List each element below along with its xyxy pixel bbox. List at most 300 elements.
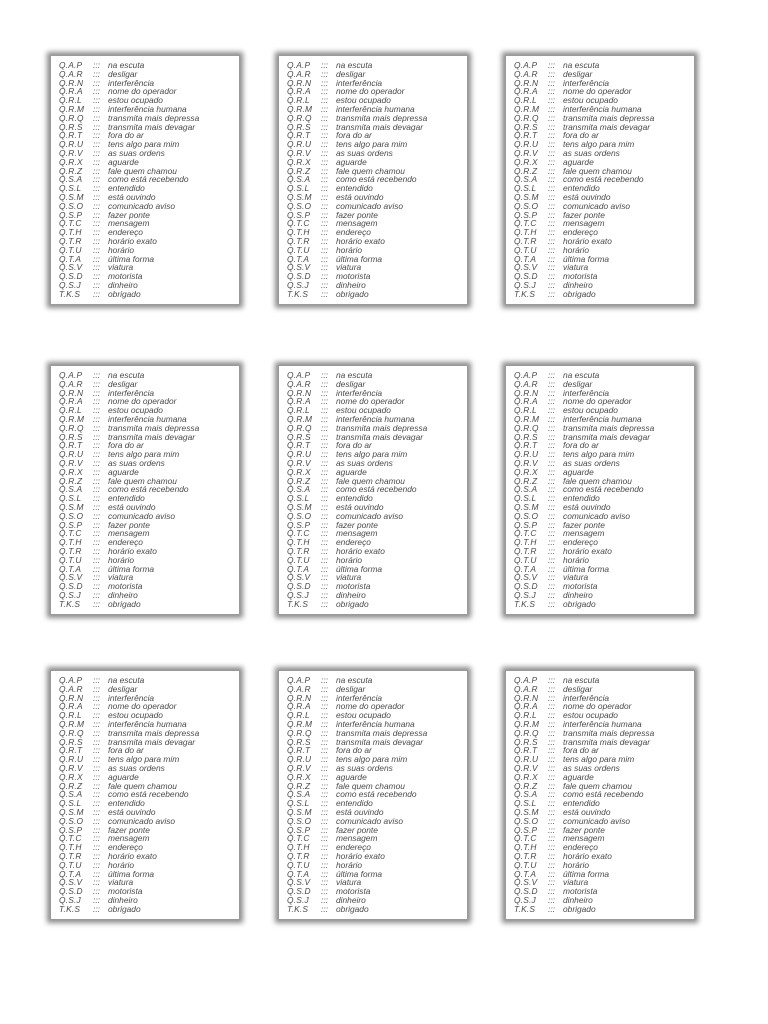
code-row <box>287 272 467 281</box>
code-meaning: transmita mais devagar <box>563 121 651 132</box>
code-separator: ::: <box>548 727 555 738</box>
code-meaning: interferência humana <box>336 103 415 114</box>
code-label: Q.R.A <box>514 396 538 407</box>
code-meaning: horário exato <box>108 850 157 861</box>
code-meaning: desligar <box>563 683 593 694</box>
code-row <box>59 738 239 747</box>
code-meaning: desligar <box>563 378 593 389</box>
code-separator: ::: <box>548 771 555 782</box>
code-card <box>50 55 240 305</box>
code-separator: ::: <box>93 422 100 433</box>
code-label: Q.R.U <box>514 754 539 765</box>
code-row <box>287 237 467 246</box>
code-label: Q.T.H <box>514 842 537 853</box>
code-meaning: nome do operador <box>108 86 177 97</box>
code-separator: ::: <box>548 103 555 114</box>
code-separator: ::: <box>93 789 100 800</box>
code-separator: ::: <box>93 754 100 765</box>
code-separator: ::: <box>548 466 555 477</box>
code-separator: ::: <box>321 103 328 114</box>
code-separator: ::: <box>321 165 328 176</box>
code-separator: ::: <box>548 191 555 202</box>
code-row <box>59 826 239 835</box>
code-meaning: mensagem <box>563 218 605 229</box>
code-separator: ::: <box>321 387 328 398</box>
code-row <box>59 547 239 556</box>
code-row <box>287 573 467 582</box>
code-row <box>287 433 467 442</box>
code-row <box>59 870 239 879</box>
code-meaning: mensagem <box>108 528 150 539</box>
code-label: Q.T.R <box>59 850 82 861</box>
code-label: Q.S.D <box>514 886 538 897</box>
code-separator: ::: <box>93 431 100 442</box>
code-row <box>59 852 239 861</box>
code-meaning: comunicado aviso <box>108 815 176 826</box>
code-row <box>287 61 467 70</box>
code-label: Q.A.R <box>287 68 311 79</box>
code-separator: ::: <box>548 253 555 264</box>
code-meaning: desligar <box>336 68 366 79</box>
code-row <box>514 790 694 799</box>
code-label: Q.S.D <box>287 271 311 282</box>
code-separator: ::: <box>93 130 100 141</box>
code-meaning: fazer ponte <box>336 519 378 530</box>
code-meaning: aguarde <box>336 466 367 477</box>
code-row <box>287 485 467 494</box>
code-row <box>514 61 694 70</box>
code-label: T.K.S <box>59 598 81 609</box>
code-separator: ::: <box>93 60 100 70</box>
code-row <box>59 790 239 799</box>
code-label: Q.R.S <box>287 121 311 132</box>
code-label: Q.T.A <box>514 868 537 879</box>
code-row <box>59 219 239 228</box>
code-meaning: está ouvindo <box>336 501 384 512</box>
code-meaning: fazer ponte <box>108 209 150 220</box>
code-label: Q.A.R <box>59 683 83 694</box>
code-label: Q.R.N <box>287 692 312 703</box>
code-row <box>59 371 239 380</box>
code-label: Q.A.R <box>59 378 83 389</box>
code-separator: ::: <box>93 833 100 844</box>
code-label: Q.S.O <box>59 815 84 826</box>
code-meaning: mensagem <box>108 833 150 844</box>
code-card <box>278 55 468 305</box>
code-separator: ::: <box>548 244 555 255</box>
code-meaning: desligar <box>108 68 138 79</box>
code-separator: ::: <box>93 859 100 870</box>
code-separator: ::: <box>548 139 555 150</box>
code-label: Q.A.P <box>514 60 538 70</box>
code-meaning: aguarde <box>108 156 139 167</box>
code-label: Q.T.R <box>287 235 310 246</box>
code-meaning: está ouvindo <box>563 806 611 817</box>
code-label: Q.S.A <box>59 174 83 185</box>
code-label: Q.S.O <box>514 815 539 826</box>
code-label: Q.S.L <box>59 798 82 809</box>
code-meaning: interferência <box>336 692 383 703</box>
code-separator: ::: <box>321 754 328 765</box>
code-label: T.K.S <box>514 288 536 299</box>
code-separator: ::: <box>548 581 555 592</box>
code-row <box>514 676 694 685</box>
code-label: Q.T.R <box>514 235 537 246</box>
code-meaning: interferência humana <box>563 103 642 114</box>
code-separator: ::: <box>321 288 328 299</box>
code-label: Q.S.O <box>287 510 312 521</box>
code-separator: ::: <box>321 563 328 574</box>
code-meaning: dinheiro <box>563 589 593 600</box>
code-separator: ::: <box>93 370 100 380</box>
code-label: Q.R.Q <box>59 422 84 433</box>
code-meaning: como está recebendo <box>563 174 644 185</box>
code-separator: ::: <box>321 130 328 141</box>
code-meaning: fale quem chamou <box>563 165 632 176</box>
code-meaning: as suas ordens <box>336 147 393 158</box>
code-label: Q.S.A <box>514 174 538 185</box>
code-separator: ::: <box>548 121 555 132</box>
code-meaning: estou ocupado <box>336 405 391 416</box>
code-meaning: transmita mais depressa <box>336 422 428 433</box>
code-separator: ::: <box>93 727 100 738</box>
code-meaning: motorista <box>108 581 143 592</box>
code-label: Q.R.V <box>514 147 538 158</box>
code-meaning: entendido <box>108 183 145 194</box>
code-meaning: última forma <box>108 868 155 879</box>
code-label: Q.R.U <box>287 754 312 765</box>
code-row <box>514 565 694 574</box>
code-separator: ::: <box>321 457 328 468</box>
code-meaning: endereço <box>336 537 371 548</box>
code-meaning: aguarde <box>336 156 367 167</box>
code-label: Q.R.T <box>514 745 538 756</box>
code-meaning: fale quem chamou <box>336 780 405 791</box>
code-separator: ::: <box>321 727 328 738</box>
code-row <box>287 149 467 158</box>
code-separator: ::: <box>93 780 100 791</box>
code-meaning: interferência <box>336 77 383 88</box>
code-separator: ::: <box>93 771 100 782</box>
code-separator: ::: <box>93 598 100 609</box>
code-meaning: tens algo para mim <box>108 449 180 460</box>
code-meaning: viatura <box>108 262 134 273</box>
code-meaning: viatura <box>336 877 362 888</box>
code-row <box>287 738 467 747</box>
code-meaning: obrigado <box>336 288 369 299</box>
code-label: Q.R.L <box>514 405 537 416</box>
code-meaning: nome do operador <box>108 701 177 712</box>
code-label: Q.R.S <box>514 431 538 442</box>
code-meaning: interferência <box>108 692 155 703</box>
code-meaning: dinheiro <box>108 589 138 600</box>
code-meaning: horário <box>108 859 135 870</box>
code-meaning: transmita mais devagar <box>108 431 196 442</box>
code-separator: ::: <box>321 886 328 897</box>
code-meaning: viatura <box>336 262 362 273</box>
code-meaning: fale quem chamou <box>563 780 632 791</box>
code-separator: ::: <box>93 139 100 150</box>
code-meaning: comunicado aviso <box>108 200 176 211</box>
code-meaning: desligar <box>108 378 138 389</box>
code-separator: ::: <box>93 493 100 504</box>
code-label: Q.R.U <box>59 139 84 150</box>
code-meaning: mensagem <box>336 218 378 229</box>
code-meaning: última forma <box>336 563 383 574</box>
code-label: Q.S.V <box>514 262 538 273</box>
code-separator: ::: <box>321 422 328 433</box>
code-meaning: dinheiro <box>336 589 366 600</box>
code-separator: ::: <box>93 121 100 132</box>
code-label: Q.T.A <box>59 868 82 879</box>
code-meaning: interferência humana <box>108 103 187 114</box>
code-row <box>59 529 239 538</box>
code-meaning: motorista <box>336 271 371 282</box>
code-meaning: endereço <box>563 227 598 238</box>
code-label: Q.R.A <box>287 86 311 97</box>
code-separator: ::: <box>321 780 328 791</box>
code-card <box>505 55 695 305</box>
code-meaning: estou ocupado <box>108 405 163 416</box>
code-label: Q.T.H <box>287 842 310 853</box>
code-label: Q.S.P <box>59 824 83 835</box>
code-row <box>287 852 467 861</box>
code-separator: ::: <box>548 789 555 800</box>
code-label: Q.S.J <box>287 589 309 600</box>
code-meaning: endereço <box>336 227 371 238</box>
code-row <box>287 123 467 132</box>
code-meaning: fazer ponte <box>563 519 605 530</box>
code-separator: ::: <box>93 218 100 229</box>
code-separator: ::: <box>93 510 100 521</box>
code-separator: ::: <box>93 68 100 79</box>
code-label: Q.R.Z <box>287 165 311 176</box>
code-label: Q.S.O <box>59 510 84 521</box>
code-row <box>514 852 694 861</box>
code-label: Q.S.P <box>59 519 83 530</box>
code-separator: ::: <box>548 174 555 185</box>
code-label: Q.S.J <box>514 589 536 600</box>
code-label: Q.A.P <box>514 675 538 685</box>
code-separator: ::: <box>93 842 100 853</box>
code-meaning: obrigado <box>108 903 141 914</box>
code-label: Q.A.P <box>287 60 311 70</box>
code-separator: ::: <box>321 903 328 914</box>
code-label: Q.A.P <box>59 60 83 70</box>
code-label: Q.R.X <box>59 156 83 167</box>
code-separator: ::: <box>548 431 555 442</box>
code-meaning: fale quem chamou <box>563 475 632 486</box>
code-meaning: na escuta <box>563 60 600 70</box>
code-label: Q.R.A <box>287 701 311 712</box>
code-separator: ::: <box>93 868 100 879</box>
code-meaning: obrigado <box>563 903 596 914</box>
code-meaning: como está recebendo <box>108 484 189 495</box>
code-separator: ::: <box>321 537 328 548</box>
code-label: Q.S.J <box>287 279 309 290</box>
code-meaning: última forma <box>563 868 610 879</box>
code-label: Q.R.T <box>59 130 83 141</box>
code-label: Q.S.L <box>514 798 537 809</box>
code-label: Q.R.Z <box>59 475 83 486</box>
code-row <box>514 219 694 228</box>
code-separator: ::: <box>321 95 328 106</box>
code-separator: ::: <box>321 378 328 389</box>
code-row <box>514 529 694 538</box>
code-meaning: as suas ordens <box>563 147 620 158</box>
code-label: Q.R.Z <box>514 475 538 486</box>
code-meaning: comunicado aviso <box>563 815 631 826</box>
code-meaning: transmita mais devagar <box>336 736 424 747</box>
code-separator: ::: <box>548 209 555 220</box>
code-meaning: comunicado aviso <box>336 200 404 211</box>
code-meaning: fale quem chamou <box>108 780 177 791</box>
code-label: Q.R.X <box>514 156 538 167</box>
code-label: Q.T.C <box>514 218 537 229</box>
code-label: Q.S.A <box>514 484 538 495</box>
code-label: Q.R.N <box>59 387 84 398</box>
code-card <box>50 365 240 615</box>
code-meaning: tens algo para mim <box>108 754 180 765</box>
code-label: Q.R.L <box>514 710 537 721</box>
code-meaning: entendido <box>563 493 600 504</box>
code-meaning: obrigado <box>336 903 369 914</box>
code-meaning: entendido <box>563 183 600 194</box>
code-label: Q.T.R <box>514 545 537 556</box>
code-label: Q.S.O <box>287 815 312 826</box>
code-label: Q.R.S <box>287 431 311 442</box>
code-separator: ::: <box>321 405 328 416</box>
code-label: Q.T.H <box>514 537 537 548</box>
code-row <box>514 272 694 281</box>
code-row <box>287 764 467 773</box>
code-separator: ::: <box>93 95 100 106</box>
code-row <box>514 826 694 835</box>
code-meaning: endereço <box>336 842 371 853</box>
code-label: Q.R.T <box>514 130 538 141</box>
code-meaning: aguarde <box>336 771 367 782</box>
code-meaning: dinheiro <box>563 279 593 290</box>
code-separator: ::: <box>548 589 555 600</box>
code-separator: ::: <box>321 850 328 861</box>
code-row <box>287 459 467 468</box>
code-meaning: motorista <box>563 581 598 592</box>
code-meaning: tens algo para mim <box>563 139 635 150</box>
code-label: Q.A.R <box>287 683 311 694</box>
code-row <box>59 175 239 184</box>
code-meaning: interferência humana <box>563 718 642 729</box>
code-meaning: interferência <box>108 77 155 88</box>
code-row <box>287 371 467 380</box>
code-separator: ::: <box>548 501 555 512</box>
code-separator: ::: <box>548 754 555 765</box>
code-meaning: as suas ordens <box>336 762 393 773</box>
code-label: Q.S.P <box>59 209 83 220</box>
code-label: Q.R.X <box>514 466 538 477</box>
code-label: Q.T.R <box>514 850 537 861</box>
code-label: Q.S.J <box>514 279 536 290</box>
code-label: Q.T.U <box>59 554 82 565</box>
code-separator: ::: <box>321 762 328 773</box>
code-row <box>59 459 239 468</box>
code-separator: ::: <box>93 86 100 97</box>
code-meaning: transmita mais depressa <box>563 727 655 738</box>
code-meaning: as suas ordens <box>108 457 165 468</box>
code-row <box>287 547 467 556</box>
code-label: T.K.S <box>287 288 309 299</box>
code-separator: ::: <box>93 235 100 246</box>
code-label: Q.R.L <box>287 405 310 416</box>
code-meaning: estou ocupado <box>563 710 618 721</box>
code-separator: ::: <box>321 112 328 123</box>
code-meaning: desligar <box>563 68 593 79</box>
code-label: Q.R.Z <box>514 780 538 791</box>
code-separator: ::: <box>93 271 100 282</box>
code-label: Q.T.R <box>287 850 310 861</box>
code-card <box>505 670 695 920</box>
code-separator: ::: <box>321 771 328 782</box>
code-meaning: interferência <box>108 387 155 398</box>
code-meaning: na escuta <box>336 370 373 380</box>
code-meaning: motorista <box>336 886 371 897</box>
code-meaning: como está recebendo <box>336 484 417 495</box>
code-meaning: na escuta <box>563 370 600 380</box>
code-row <box>59 485 239 494</box>
code-label: Q.T.U <box>59 859 82 870</box>
code-row <box>514 870 694 879</box>
code-separator: ::: <box>321 894 328 905</box>
code-separator: ::: <box>321 824 328 835</box>
code-separator: ::: <box>93 894 100 905</box>
code-separator: ::: <box>548 537 555 548</box>
code-meaning: transmita mais depressa <box>108 727 200 738</box>
code-separator: ::: <box>548 815 555 826</box>
code-label: Q.R.Q <box>514 727 539 738</box>
code-label: Q.R.M <box>59 103 85 114</box>
code-label: Q.S.L <box>514 183 537 194</box>
code-separator: ::: <box>548 886 555 897</box>
code-label: Q.R.A <box>59 396 83 407</box>
code-row <box>59 582 239 591</box>
code-label: Q.R.Q <box>514 422 539 433</box>
code-meaning: transmita mais devagar <box>108 121 196 132</box>
code-meaning: tens algo para mim <box>563 754 635 765</box>
code-separator: ::: <box>93 745 100 756</box>
code-meaning: transmita mais depressa <box>563 422 655 433</box>
code-separator: ::: <box>321 842 328 853</box>
code-label: Q.T.C <box>514 833 537 844</box>
code-separator: ::: <box>93 378 100 389</box>
code-separator: ::: <box>93 903 100 914</box>
code-meaning: interferência humana <box>108 413 187 424</box>
code-label: Q.R.M <box>514 718 540 729</box>
code-separator: ::: <box>321 413 328 424</box>
code-meaning: na escuta <box>108 675 145 685</box>
code-meaning: estou ocupado <box>108 710 163 721</box>
code-label: Q.T.R <box>59 235 82 246</box>
code-row <box>514 255 694 264</box>
code-meaning: última forma <box>336 253 383 264</box>
code-row <box>287 870 467 879</box>
code-separator: ::: <box>548 156 555 167</box>
code-label: Q.S.D <box>287 581 311 592</box>
code-separator: ::: <box>93 387 100 398</box>
code-meaning: entendido <box>336 183 373 194</box>
code-meaning: interferência humana <box>563 413 642 424</box>
code-label: Q.R.Z <box>287 475 311 486</box>
code-label: Q.S.A <box>514 789 538 800</box>
code-separator: ::: <box>321 68 328 79</box>
